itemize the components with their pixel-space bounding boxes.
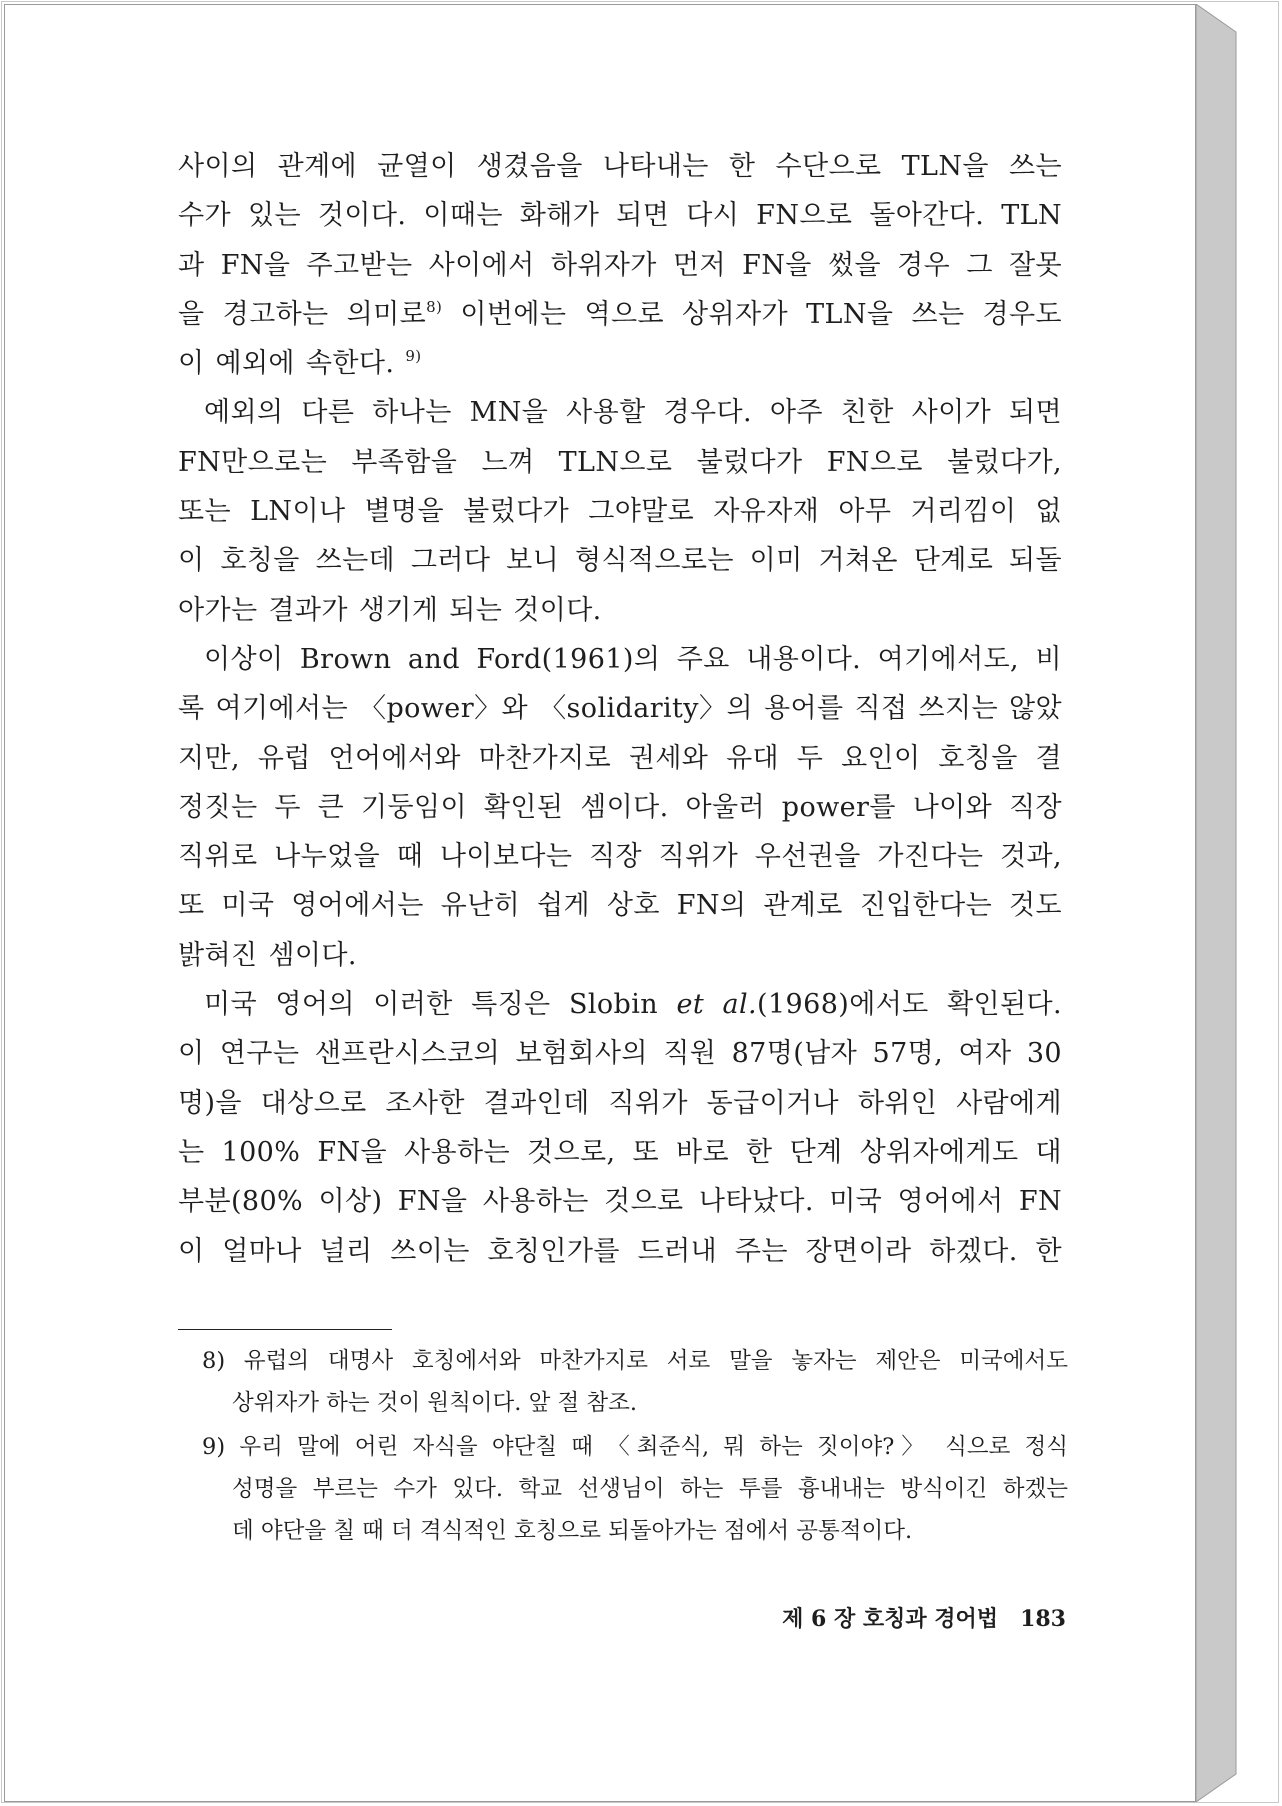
footnote-ref-8: 8) — [426, 297, 443, 316]
footnote-8 — [202, 1340, 1068, 1424]
text-line: 이 연구는 샌프란시스코의 보험회사의 직원 87명(남자 57명, 여자 30 — [178, 1038, 1062, 1070]
text-line: 정짓는 두 큰 기둥임이 확인된 셈이다. 아울러 power를 나이와 직장 — [178, 791, 1062, 823]
footnote-line: 데 야단을 칠 때 더 격식적인 호칭으로 되돌아가는 점에서 공통적이다. — [232, 1518, 913, 1544]
text-line: 밝혀진 셈이다. — [178, 939, 357, 971]
footnote-line — [202, 1340, 1068, 1382]
footnotes — [202, 1340, 1068, 1554]
text-line — [178, 290, 1062, 339]
footnote-marker: 8) — [202, 1348, 226, 1374]
text-line: 예외의 다른 하나는 MN을 사용할 경우다. 아주 친한 사이가 되면 — [204, 397, 1062, 429]
running-footer — [736, 1602, 1066, 1633]
footnote-text: 우리 말에 어린 자식을 야단칠 때 〈최준식, 뭐 하는 짓이야?〉 식으로 정식 — [239, 1434, 1069, 1460]
text-line: 직위로 나누었을 때 나이보다는 직장 직위가 우선권을 가진다는 것과, — [178, 841, 1062, 873]
paragraph-4 — [178, 980, 1062, 1276]
text-line: 아가는 결과가 생기게 되는 것이다. — [178, 594, 602, 626]
page-number: 183 — [1020, 1606, 1066, 1632]
text-line: 사이의 관계에 균열이 생겼음을 나타내는 한 수단으로 TLN을 쓰는 — [178, 151, 1062, 182]
text-fragment: 이번에는 역으로 상위자가 TLN을 쓰는 경우도 — [442, 298, 1062, 330]
text-line: 록 여기에서는 〈power〉와 〈solidarity〉의 용어를 직접 쓰지는 않았 — [178, 693, 1062, 725]
chapter-title: 제 6 장 호칭과 경어법 — [782, 1606, 999, 1632]
text-line — [178, 980, 1062, 1029]
text-line: 부분(80% 이상) FN을 사용하는 것으로 나타났다. 미국 영어에서 FN — [178, 1186, 1062, 1218]
text-line: 또 미국 영어에서는 유난히 쉽게 상호 FN의 관계로 진입한다는 것도 — [178, 890, 1062, 922]
page-edge-shading — [1196, 4, 1240, 1802]
paragraph-1 — [178, 142, 1062, 388]
text-line: FN만으로는 부족함을 느껴 TLN으로 불렀다가 FN으로 불렀다가, — [178, 446, 1062, 478]
text-line: 이상이 Brown and Ford(1961)의 주요 내용이다. 여기에서도, 비 — [204, 643, 1062, 675]
text-line — [178, 339, 1062, 388]
text-fragment: 미국 영어의 이러한 특징은 Slobin — [204, 989, 677, 1021]
paragraph-2 — [178, 388, 1062, 634]
text-line: 이 얼마나 널리 쓰이는 호칭인가를 드러내 주는 장면이라 하겠다. 한 — [178, 1235, 1062, 1267]
italic-text: et al. — [676, 989, 758, 1021]
text-line: 지만, 유럽 언어에서와 마찬가지로 권세와 유대 두 요인이 호칭을 결 — [178, 742, 1062, 774]
footnote-marker: 9) — [202, 1434, 226, 1460]
footnote-ref-9: 9) — [405, 347, 422, 366]
text-line: 수가 있는 것이다. 이때는 화해가 되면 다시 FN으로 돌아간다. TLN — [178, 200, 1062, 232]
text-fragment: 을 경고하는 의미로 — [178, 298, 427, 330]
footnote-text: 유럽의 대명사 호칭에서와 마찬가지로 서로 말을 놓자는 제안은 미국에서도 — [243, 1348, 1068, 1374]
text-line: 는 100% FN을 사용하는 것으로, 또 바로 한 단계 상위자에게도 대 — [178, 1136, 1062, 1168]
text-line: 과 FN을 주고받는 사이에서 하위자가 먼저 FN을 썼을 경우 그 잘못 — [178, 249, 1062, 281]
footnote-line — [202, 1426, 1068, 1468]
footnote-line: 상위자가 하는 것이 원칙이다. 앞 절 참조. — [232, 1390, 637, 1416]
footnote-9 — [202, 1426, 1068, 1552]
paragraph-3 — [178, 635, 1062, 980]
text-line: 이 호칭을 쓰는데 그러다 보니 형식적으로는 이미 거쳐온 단계로 되돌 — [178, 545, 1062, 577]
footnote-divider — [178, 1329, 392, 1330]
text-fragment: (1968)에서도 확인된다. — [757, 989, 1062, 1021]
text-line: 또는 LN이나 별명을 불렀다가 그야말로 자유자재 아무 거리낌이 없 — [178, 496, 1062, 528]
text-line: 명)을 대상으로 조사한 결과인데 직위가 동급이거나 하위인 사람에게 — [178, 1087, 1062, 1119]
body-text — [178, 142, 1062, 1276]
text-fragment: 이 예외에 속한다. — [178, 348, 395, 380]
footnote-line: 성명을 부르는 수가 있다. 학교 선생님이 하는 투를 흉내내는 방식이긴 하겠는 — [232, 1476, 1068, 1502]
